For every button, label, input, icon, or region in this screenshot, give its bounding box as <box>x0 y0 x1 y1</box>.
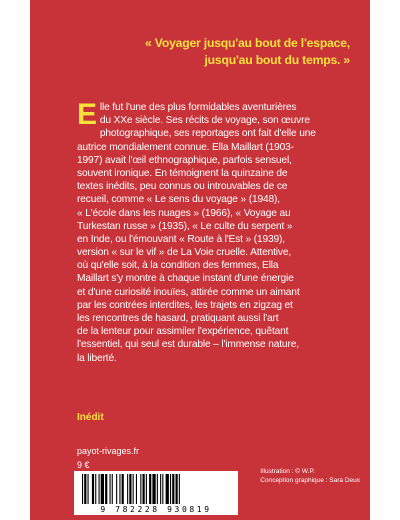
barcode-bar <box>143 474 145 504</box>
blurb-line: la liberté. <box>77 352 117 364</box>
barcode-bar <box>172 474 174 504</box>
blurb-line: de la lenteur pour assimiler l'expérience, quêtant <box>77 326 289 338</box>
blurb-line: du XXe siècle. Ses récits de voyage, son œuvre <box>99 115 310 127</box>
book-back-cover <box>30 0 370 520</box>
blurb-line: Maillart s'y montre à chaque instant d'une énergie <box>77 273 294 285</box>
barcode-bar <box>160 474 161 504</box>
barcode-bar <box>95 474 96 504</box>
price: 9 € <box>77 460 90 470</box>
publisher-website: payot-rivages.fr <box>77 446 140 456</box>
blurb-line: textes inédits, peu connus ou introuvables de ce <box>77 181 288 193</box>
blurb-line: en Inde, ou l'émouvant « Route à l'Est » (1939), <box>77 233 285 245</box>
barcode-bar <box>129 474 131 504</box>
barcode-bar <box>146 474 147 504</box>
blurb-line: version « sur le vif » de La Voie cruelle. Attentive, <box>77 247 292 259</box>
barcode-bar <box>170 474 171 504</box>
credits <box>260 467 360 485</box>
quote-line-1: « Voyager jusqu'au bout de l'espace, <box>145 36 350 50</box>
barcode-bar <box>112 474 113 504</box>
barcode-bars <box>82 474 230 504</box>
blurb-line: lle fut l'une des plus formidables aventurières <box>99 102 297 113</box>
barcode-bar <box>179 474 180 504</box>
barcode-bar <box>92 474 94 504</box>
barcode-bar <box>122 474 124 504</box>
quote-line-2: jusqu'au bout du temps. » <box>204 53 350 67</box>
barcode-bar <box>119 474 120 504</box>
barcode-bar <box>136 474 137 504</box>
barcode-bar <box>149 474 151 504</box>
barcode-bar <box>116 474 117 504</box>
barcode-bar <box>99 474 100 504</box>
barcode-bar <box>88 474 89 504</box>
design-credit: Conception graphique : Sara Deux <box>260 477 360 484</box>
barcode-bar <box>133 474 134 504</box>
barcode-bar <box>105 474 107 504</box>
barcode-bar <box>110 474 111 504</box>
blurb-line: Turkestan russe » (1935), « Le culte du serpent » <box>77 220 293 232</box>
blurb-line: souvent ironique. En témoignent la quinzaine de <box>77 167 288 179</box>
blurb-line: photographique, ses reportages ont fait d'elle une <box>99 128 316 140</box>
blurb-line: et d'une curiosité inouïes, attirée comme un aimant <box>77 286 300 298</box>
barcode-bar <box>176 474 178 504</box>
blurb-line: par les contrées interdites, les trajets en zigzag et <box>77 299 293 311</box>
blurb-line: « L'école dans les nuages » (1966), « Voyage au <box>77 207 291 219</box>
barcode-number: 9 782228 930819 <box>100 505 212 514</box>
blurb-line: recueil, comme « Le sens du voyage » (1948), <box>77 194 280 206</box>
blurb-line: les rencontres de hasard, pratiquant aussi l'art <box>77 313 279 324</box>
barcode-bar <box>140 474 141 504</box>
blurb-line: 1997) avait l'œil ethnographique, parfois sensuel, <box>77 154 292 166</box>
blurb-line: l'essentiel, qui seul est durable – l'immense nature, <box>77 339 299 351</box>
barcode-bar <box>157 474 158 504</box>
barcode-bar <box>84 474 86 504</box>
barcode-bar <box>101 474 104 504</box>
barcode-bar <box>127 474 128 504</box>
barcode <box>74 471 238 515</box>
blurb-text <box>77 98 363 365</box>
barcode-bar <box>152 474 155 504</box>
barcode-bar <box>166 474 169 504</box>
barcode-bar <box>162 474 163 504</box>
epigraph-quote <box>80 35 350 69</box>
drop-cap: E <box>77 98 97 131</box>
illustration-credit: Illustration : © W.P. <box>260 468 315 475</box>
blurb-line: où qu'elle soit, à la condition des femmes, Ella <box>77 260 279 272</box>
unpublished-label: Inédit <box>77 412 104 423</box>
barcode-bar <box>82 474 83 504</box>
blurb-line: autrice mondialement connue. Ella Maillart (1903- <box>77 141 294 153</box>
